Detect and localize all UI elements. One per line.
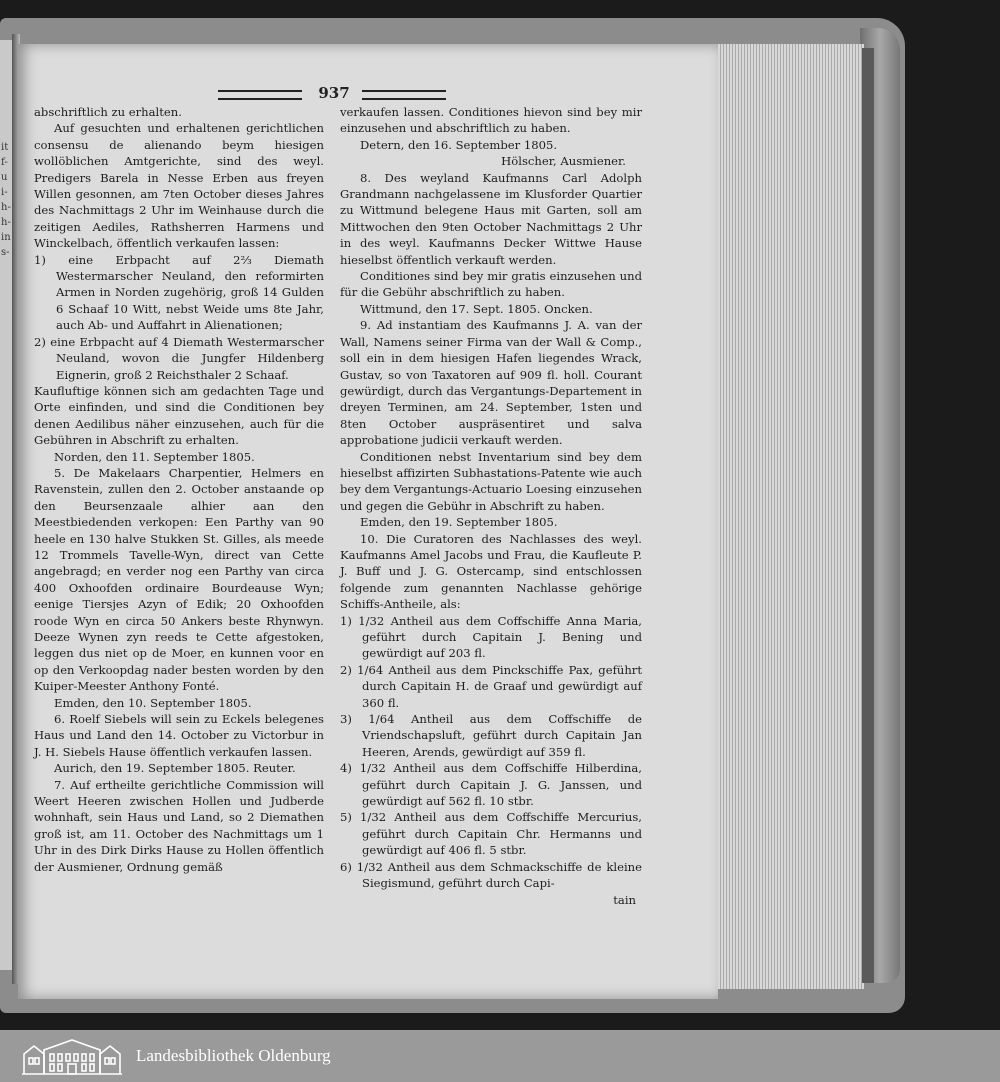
left-column-paragraph: abschriftlich zu erhalten. — [34, 105, 182, 119]
page-header — [218, 84, 448, 104]
right-column-paragraph: 9. Ad instantiam des Kaufmanns J. A. van der Wall, Namens seiner Firma van der Wall & Comp., soll ein in dem hiesigen Hafen liegendes Wrack, Gustav, so von Taxatoren auf 909 fl. holl. Courant gewürdigt, durch das Vergantungs-Departement in dreyen Terminen, am 24. September, 1sten und 8ten October auspräsentiret und salva approbatione judicii verkauft werden. — [340, 318, 642, 448]
left-column-paragraph: 7. Auf ertheilte gerichtliche Commission will Weert Heeren zwischen Hollen und Judberde wohnhaft, sein Haus und Land, so 2 Diemathen groß ist, am 11. October des Nachmittags um 1 Uhr in des Dirk Dirks Hause zu Hollen öffentlich der Ausmiener, Ordnung gemäß — [34, 777, 324, 874]
left-column — [34, 104, 324, 875]
right-column — [340, 104, 642, 908]
footer-label: Landesbibliothek Oldenburg — [136, 1046, 331, 1065]
page-number: 937 — [318, 84, 350, 102]
right-column-paragraph: 3) 1/64 Antheil aus dem Coffschiffe de Vriendschapsluft, geführt durch Capitain Jan Heeren, Arends, gewürdigt auf 359 fl. — [340, 712, 642, 759]
right-column-paragraph: Hölscher, Ausmiener. — [501, 154, 626, 169]
left-column-paragraph: Aurich, den 19. September 1805. Reuter. — [54, 761, 296, 776]
right-column-paragraph: Conditionen nebst Inventarium sind bey dem hieselbst affizirten Subhastations-Patente wie auch bey dem Vergantungs-Actuario Loesing einzusehen und gegen die Gebühr in Abschrift zu haben. — [340, 449, 642, 513]
right-column-paragraph: 10. Die Curatoren des Nachlasses des weyl. Kaufmanns Amel Jacobs und Frau, die Kaufleute P. J. Buff und J. G. Ostercamp, sind entschlossen folgende zum genannten Nachlasse gehörige Schiffs-Antheile, als: — [340, 531, 642, 612]
left-column-paragraph: 2) eine Erbpacht auf 4 Diemath Westermarscher Neuland, wovon die Jungfer Hildenberg Eignerin, groß 2 Reichsthaler 2 Schaaf. — [34, 334, 324, 382]
left-column-paragraph: 1) eine Erbpacht auf 2⅔ Diemath Westermarscher Neuland, den reformirten Armen in Norden zugehörig, groß 14 Gulden 6 Schaaf 10 Witt, nebst Weide ums 8te Jahr, auch Ab- und Auffahrt in Alienationen; — [34, 252, 324, 333]
header-rule-right — [362, 90, 446, 100]
left-column-paragraph: Auf gesuchten und erhaltenen gerichtlichen consensu de alienando beym hiesigen wollöblichen Amtgerichte, sind des weyl. Predigers Barela in Nesse Erben aus freyen Willen gesonnen, am 7ten October dieses Jahres des Nachmittags 2 Uhr im Weinhause durch die zeitigen Aediles, Rathsherren Harmens und Winckelbach, öffentlich verkaufen lassen: — [34, 121, 324, 251]
right-column-paragraph: 1) 1/32 Antheil aus dem Coffschiffe Anna Maria, geführt durch Capitain J. Bening und gewürdigt auf 203 fl. — [340, 613, 642, 661]
left-column-paragraph: 5. De Makelaars Charpentier, Helmers en Ravenstein, zullen den 2. October anstaande op den Beursenzaale alhier aan den Meestbiedenden verkopen: Een Parthy van 90 heele en 130 halve Stukken St. Gilles, als meede 12 Trommels Tavelle-Wyn, direct van Cette angebragd; en verder nog een Parthy van circa 400 Oxhoofden ordinaire Bourdeause Wyn; eenige Tiersjes Azyn of Edik; 20 Oxhoofden roode Wyn en circa 50 Ankers beste Rhynwyn. Deeze Wynen zyn reeds te Cette afgestoken, leggen dus niet op de Moer, en kunnen voor en op den Verkoopdag nader besten worden by den Kuiper-Meester Anthony Fonté. — [34, 465, 324, 694]
page-edge-shadow — [862, 48, 874, 983]
header-rule-left — [218, 90, 302, 100]
right-column-paragraph: 2) 1/64 Antheil aus dem Pinckschiffe Pax, geführt durch Capitain H. de Graaf und gewürdigt auf 360 fl. — [340, 662, 642, 710]
right-column-paragraph: Emden, den 19. September 1805. — [360, 515, 558, 530]
right-column-paragraph: 4) 1/32 Antheil aus dem Coffschiffe Hilberdina, geführt durch Capitain J. G. Janssen, und gewürdigt auf 562 fl. 10 stbr. — [340, 761, 642, 809]
footer-bar — [0, 1030, 1000, 1082]
right-column-paragraph: Detern, den 16. September 1805. — [360, 137, 558, 152]
right-column-paragraph: tain — [613, 892, 636, 907]
right-column-paragraph: Conditiones sind bey mir gratis einzusehen und für die Gebühr abschriftlich zu haben. — [340, 269, 642, 300]
right-column-paragraph: 5) 1/32 Antheil aus dem Coffschiffe Mercurius, geführt durch Capitain Chr. Hermanns und gewürdigt auf 406 fl. 5 stbr. — [340, 810, 642, 858]
left-column-paragraph: Kaufluftige können sich am gedachten Tage und Orte einfinden, und sind die Conditionen bey denen Aedilibus näher einzusehen, auch für die Gebühren in Abschrift zu erhalten. — [34, 383, 324, 448]
page-edges — [718, 44, 864, 989]
library-building-icon — [20, 1036, 124, 1076]
left-column-paragraph: Emden, den 10. September 1805. — [54, 695, 252, 710]
left-column-paragraph: 6. Roelf Siebels will sein zu Eckels belegenes Haus und Land den 14. October zu Victorbur in J. H. Siebels Hause öffentlich verkaufen lassen. — [34, 712, 324, 759]
left-column-paragraph: Norden, den 11. September 1805. — [54, 449, 255, 464]
right-column-paragraph: 8. Des weyland Kaufmanns Carl Adolph Grandmann nachgelassene im Klusforder Quartier zu Wittmund belegene Haus mit Garten, soll am Mittwochen den 9ten October Nachmittags 2 Uhr in des weyl. Kaufmanns Decker Wittwe Hause hieselbst öffentlich verkauft werden. — [340, 170, 642, 267]
right-column-paragraph: Wittmund, den 17. Sept. 1805. Oncken. — [360, 301, 593, 316]
right-column-paragraph: 6) 1/32 Antheil aus dem Schmackschiffe de kleine Siegismund, geführt durch Capi- — [340, 859, 642, 891]
right-column-paragraph: verkaufen lassen. Conditiones hievon sind bey mir einzusehen und abschriftlich zu haben. — [340, 105, 642, 136]
left-margin-glyphs: it f- u i- h- h- in s- — [1, 142, 11, 258]
